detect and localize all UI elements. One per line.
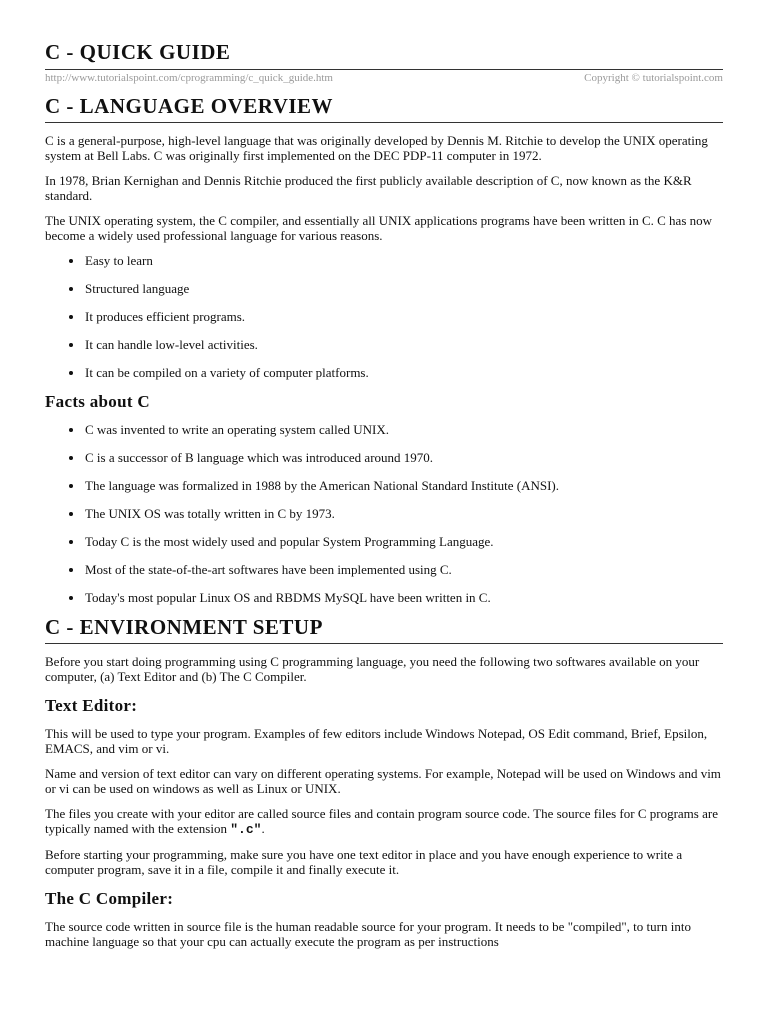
list-item: C is a successor of B language which was introduced around 1970. — [85, 450, 723, 465]
overview-heading: C - LANGUAGE OVERVIEW — [45, 94, 723, 123]
text-editor-paragraph-2: Name and version of text editor can vary on different operating systems. For example, Notepad will be used on Windows and vim or vi can be used on windows as well as Linux or UNIX. — [45, 766, 721, 796]
text-editor-paragraph-1: This will be used to type your program. Examples of few editors include Windows Notepad, OS Edit command, Brief, Epsilon, EMACS, and vim or vi. — [45, 726, 708, 756]
text-editor-paragraph-4: Before starting your programming, make sure you have one text editor in place and you have enough experience to write a computer program, save it in a file, compile it and finally execute it. — [45, 847, 683, 877]
list-item: The language was formalized in 1988 by the American National Standard Institute (ANSI). — [85, 478, 723, 493]
reasons-list — [45, 253, 723, 380]
list-item: Today C is the most widely used and popular System Programming Language. — [85, 534, 723, 549]
page-meta — [45, 72, 723, 84]
list-item: It can be compiled on a variety of computer platforms. — [85, 365, 723, 380]
text-segment: . — [261, 821, 265, 836]
text-editor-paragraph-3 — [45, 806, 723, 837]
source-url[interactable]: http://www.tutorialspoint.com/cprogramming/c_quick_guide.htm — [45, 72, 333, 84]
list-item: Today's most popular Linux OS and RBDMS MySQL have been written in C. — [85, 590, 723, 605]
list-item: C was invented to write an operating system called UNIX. — [85, 422, 723, 437]
environment-intro: Before you start doing programming using C programming language, you need the following two softwares available on your computer, (a) Text Editor and (b) The C Compiler. — [45, 654, 700, 684]
list-item: Most of the state-of-the-art softwares have been implemented using C. — [85, 562, 723, 577]
text-editor-heading: Text Editor: — [45, 696, 138, 715]
overview-paragraph-2: In 1978, Brian Kernighan and Dennis Ritchie produced the first publicly available description of C, now known as the K&R standard. — [45, 173, 692, 203]
text-segment: The files you create with your editor are called source files and contain program source code. The source files for C programs are typically named with the extension — [45, 806, 718, 836]
list-item: It produces efficient programs. — [85, 309, 723, 324]
list-item: Structured language — [85, 281, 723, 296]
document-title: C - QUICK GUIDE — [45, 0, 723, 70]
list-item: It can handle low-level activities. — [85, 337, 723, 352]
facts-heading: Facts about C — [45, 392, 150, 411]
compiler-paragraph-1: The source code written in source file is the human readable source for your program. It needs to be "compiled", to turn into machine language so that your cpu can actually execute the program as per instructions — [45, 919, 691, 949]
file-extension-code: ".c" — [230, 822, 262, 837]
compiler-heading: The C Compiler: — [45, 889, 174, 908]
copyright-notice: Copyright © tutorialspoint.com — [584, 72, 723, 84]
overview-paragraph-3: The UNIX operating system, the C compiler, and essentially all UNIX applications programs have been written in C. C has now become a widely used professional language for various reasons. — [45, 213, 713, 243]
list-item: Easy to learn — [85, 253, 723, 268]
facts-list — [45, 422, 723, 605]
environment-heading: C - ENVIRONMENT SETUP — [45, 615, 723, 644]
list-item: The UNIX OS was totally written in C by 1973. — [85, 506, 723, 521]
overview-paragraph-1: C is a general-purpose, high-level language that was originally developed by Dennis M. Ritchie to develop the UNIX operating system at Bell Labs. C was originally first implemented on the DEC PDP-11 computer in 1972. — [45, 133, 708, 163]
